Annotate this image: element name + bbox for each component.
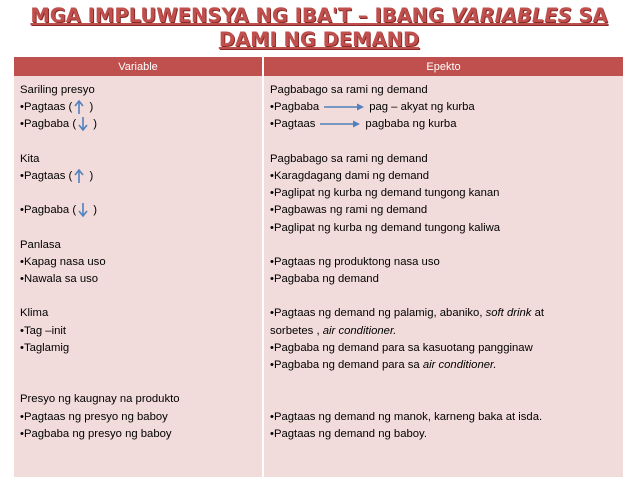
- effect-klima-3: •Pagbaba ng demand para sa kasuotang pangginaw: [270, 341, 533, 354]
- table-row: [14, 76, 623, 477]
- item-pagbaba: •Pagbaba ( ): [20, 116, 256, 133]
- down-arrow-icon: [76, 116, 90, 132]
- label-sariling-presyo: Sariling presyo: [20, 84, 95, 96]
- item-uso-2: •Nawala sa uso: [20, 273, 99, 286]
- effect-kaugnay-2: •Pagtaas ng demand ng baboy.: [270, 427, 427, 440]
- item-lamig: •Taglamig: [20, 341, 70, 354]
- item-baboy-1: •Pagtaas ng presyo ng baboy: [20, 410, 168, 423]
- header-variable: Variable: [14, 57, 263, 76]
- variable-cell: [14, 76, 263, 477]
- effect-kita-1: •Karagdagang dami ng demand: [270, 169, 430, 182]
- right-arrow-icon: [319, 119, 361, 129]
- effect-klima-4: •Pagbaba ng demand para sa air conditioner.: [270, 359, 497, 371]
- label-klima: Klima: [20, 307, 49, 320]
- effect-pagbaba: •Pagbaba pag – akyat ng kurba: [270, 101, 475, 114]
- up-arrow-icon: [72, 99, 86, 115]
- effect-panlasa-2: •Pagbaba ng demand: [270, 273, 379, 286]
- effect-klima-2: sorbetes , air conditioner.: [270, 324, 397, 337]
- effect-kaugnay-1: •Pagtaas ng demand ng manok, karneng baka at isda.: [270, 410, 543, 423]
- epekto-cell: [263, 76, 623, 477]
- item-baboy-2: •Pagbaba ng presyo ng baboy: [20, 427, 172, 440]
- page-title: [0, 4, 638, 52]
- effect-klima-1: •Pagtaas ng demand ng palamig, abaniko, soft drink at: [270, 307, 545, 320]
- label-panlasa: Panlasa: [20, 238, 61, 251]
- effect-kita-3: •Pagbawas ng rami ng demand: [270, 204, 428, 217]
- item-kita-pagbaba: •Pagbaba ( ): [20, 202, 256, 219]
- down-arrow-icon: [76, 202, 90, 218]
- up-arrow-icon: [72, 168, 86, 184]
- heading-pagbabago-1: Pagbabago sa rami ng demand: [270, 84, 428, 96]
- label-kita: Kita: [20, 152, 40, 165]
- variables-table: [14, 57, 623, 477]
- effect-kita-4: •Paglipat ng kurba ng demand tungong kaliwa: [270, 221, 501, 234]
- label-kaugnay: Presyo ng kaugnay na produkto: [20, 393, 180, 406]
- item-init: •Tag –init: [20, 324, 67, 337]
- effect-pagtaas: •Pagtaas pagbaba ng kurba: [270, 118, 457, 131]
- effect-kita-2: •Paglipat ng kurba ng demand tungong kanan: [270, 187, 500, 200]
- item-pagtaas: •Pagtaas ( ): [20, 99, 256, 116]
- table-header-row: [14, 57, 623, 76]
- item-kita-pagtaas: •Pagtaas ( ): [20, 168, 256, 185]
- title-line-2: DAMI NG DEMAND: [218, 28, 420, 51]
- effect-panlasa-1: •Pagtaas ng produktong nasa uso: [270, 255, 440, 268]
- right-arrow-icon: [323, 102, 365, 112]
- item-uso-1: •Kapag nasa uso: [20, 255, 106, 268]
- header-epekto: Epekto: [263, 57, 623, 76]
- heading-pagbabago-2: Pagbabago sa rami ng demand: [270, 152, 428, 165]
- title-line-1: MGA IMPLUWENSYA NG IBA'T – IBANG VARIABLES SA: [30, 4, 608, 27]
